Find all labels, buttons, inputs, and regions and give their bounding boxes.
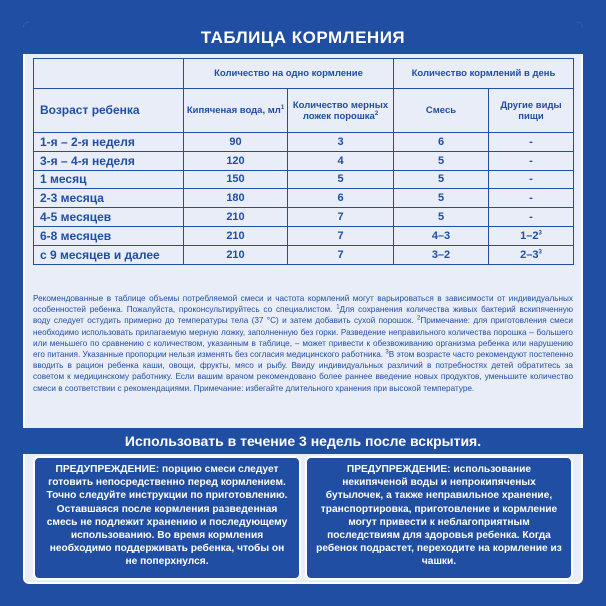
warning-label: ПРЕДУПРЕЖДЕНИЕ:: [55, 464, 160, 475]
cell-water: 180: [184, 189, 288, 208]
table-row: [34, 170, 574, 189]
cell-other-sup: 3: [538, 249, 542, 256]
table-row: [34, 133, 574, 152]
cell-water: 210: [184, 245, 288, 264]
table-row: [34, 245, 574, 264]
header-blank: [34, 59, 184, 89]
cell-other-value: -: [529, 211, 533, 224]
cell-age: с 9 месяцев и далее: [34, 245, 184, 264]
header-scoops-label: Количество мерных ложек порошка: [292, 99, 389, 122]
cell-scoops: 4: [288, 151, 394, 170]
cell-other: [489, 208, 574, 227]
table-row: [34, 226, 574, 245]
cell-other: [489, 189, 574, 208]
cell-other-value: -: [529, 192, 533, 205]
cell-age: 2-3 месяца: [34, 189, 184, 208]
notes-footnote-mark-1: 1: [336, 304, 340, 311]
cell-scoops: 5: [288, 170, 394, 189]
table-header-group-row: [34, 59, 574, 89]
cell-water: 90: [184, 133, 288, 152]
notes-footnote-mark-2: 2: [417, 315, 421, 322]
cell-mix: 4–3: [394, 226, 489, 245]
cell-mix: 5: [394, 151, 489, 170]
cell-water: 150: [184, 170, 288, 189]
cell-water: 210: [184, 208, 288, 227]
cell-other: [489, 151, 574, 170]
table-row: [34, 151, 574, 170]
header-water: [184, 89, 288, 133]
cell-age: 4-5 месяцев: [34, 208, 184, 227]
cell-age: 1-я – 2-я неделя: [34, 133, 184, 152]
cell-other: [489, 170, 574, 189]
header-scoops: [288, 89, 394, 133]
cell-age: 6-8 месяцев: [34, 226, 184, 245]
notes-intro: Рекомендованные в таблице объемы потребляемой смеси и частота кормлений могут варьироваться в зависимости от индивидуальных особенностей ребенка. Пожалуйста, проконсультируйтесь со специалистом.: [33, 294, 573, 315]
cell-mix: 3–2: [394, 245, 489, 264]
cell-other-value: -: [529, 135, 533, 148]
cell-other: [489, 245, 574, 264]
feeding-table: [33, 58, 574, 265]
table-row: [34, 208, 574, 227]
cell-other-sup: 3: [538, 230, 542, 237]
cell-mix: 5: [394, 208, 489, 227]
cell-scoops: 3: [288, 133, 394, 152]
cell-scoops: 7: [288, 245, 394, 264]
cell-water: 120: [184, 151, 288, 170]
cell-age: 3-я – 4-я неделя: [34, 151, 184, 170]
footnote-mark-1: 1: [280, 104, 285, 111]
warning-text: использование некипяченой воды и непрокипяченых бутылочек, а также неправильное хранение, транспортировка, приготовление и кормление могут привести к неблагоприятным последствиям для здоровья ребенка. Когда ребенок подрастет, переходите на кормление из чашки.: [316, 464, 562, 568]
cell-other: [489, 226, 574, 245]
cell-other-value: -: [529, 173, 533, 186]
cell-scoops: 6: [288, 189, 394, 208]
warning-box-preparation: [33, 456, 301, 580]
cell-other-value: 2–3: [520, 248, 539, 261]
footnote-mark-2: 2: [374, 110, 379, 117]
notes-footnote-2: Примечание: для приготовления смеси необходимо использовать прилагаемую мерную ложку, заполненную без горки. Разведение неправильного количества порошка – большего или меньшего по сравнению с количеством, указанным в таблице, – может привести к обезвоживанию организма ребенка или нарушению его питания. Указанные пропорции нельзя изменять без согласия медицинского работника.: [33, 316, 573, 360]
cell-mix: 5: [394, 189, 489, 208]
page-title: ТАБЛИЦА КОРМЛЕНИЯ: [23, 22, 583, 54]
header-water-label: Кипяченая вода, мл: [186, 105, 281, 116]
cell-scoops: 7: [288, 208, 394, 227]
table-row: [34, 189, 574, 208]
cell-other-value: 1–2: [520, 229, 539, 242]
cell-scoops: 7: [288, 226, 394, 245]
header-other-food: Другие виды пищи: [489, 89, 574, 133]
notes-footnote-mark-3: 3: [385, 349, 389, 356]
warning-box-hygiene: [305, 456, 573, 580]
use-within-banner: Использовать в течение 3 недель после вскрытия.: [23, 428, 583, 454]
header-per-day: Количество кормлений в день: [394, 59, 574, 89]
notes-paragraph: [33, 293, 573, 394]
header-mix: Смесь: [394, 89, 489, 133]
cell-water: 210: [184, 226, 288, 245]
cell-other: [489, 133, 574, 152]
notes-footnote-1: Для сохранения количества живых бактерий вскипяченную воду следует остудить примерно до температуры тела (37 °С) и затем добавить сухой порошок.: [33, 305, 573, 326]
cell-age: 1 месяц: [34, 170, 184, 189]
warning-label: ПРЕДУПРЕЖДЕНИЕ:: [346, 464, 451, 475]
header-per-feeding: Количество на одно кормление: [184, 59, 394, 89]
table-header-row: [34, 89, 574, 133]
cell-other-value: -: [529, 154, 533, 167]
cell-mix: 6: [394, 133, 489, 152]
warning-text: порцию смеси следует готовить непосредственно перед кормлением. Точно следуйте инструкции по приготовлению. Оставшаяся после кормления разведенная смесь не подлежит хранению и последующему использованию. Во время кормления необходимо поддерживать ребенка, чтобы он не поперхнулся.: [46, 464, 288, 568]
notes-footnote-3: В этом возрасте часто рекомендуют постепенно вводить в рацион ребенка каши, овощи, фрукты, мясо и рыбу. Ввиду индивидуальных различий в потребностях детей обратитесь за советом к медицинскому работнику. Если вашим врачом рекомендовано более раннее введение новых продуктов, уменьшите количество смеси в соответствии с рекомендациями. Примечание: избегайте длительного хранения при высокой температуре.: [33, 350, 574, 393]
cell-mix: 5: [394, 170, 489, 189]
header-age: Возраст ребенка: [34, 89, 184, 133]
